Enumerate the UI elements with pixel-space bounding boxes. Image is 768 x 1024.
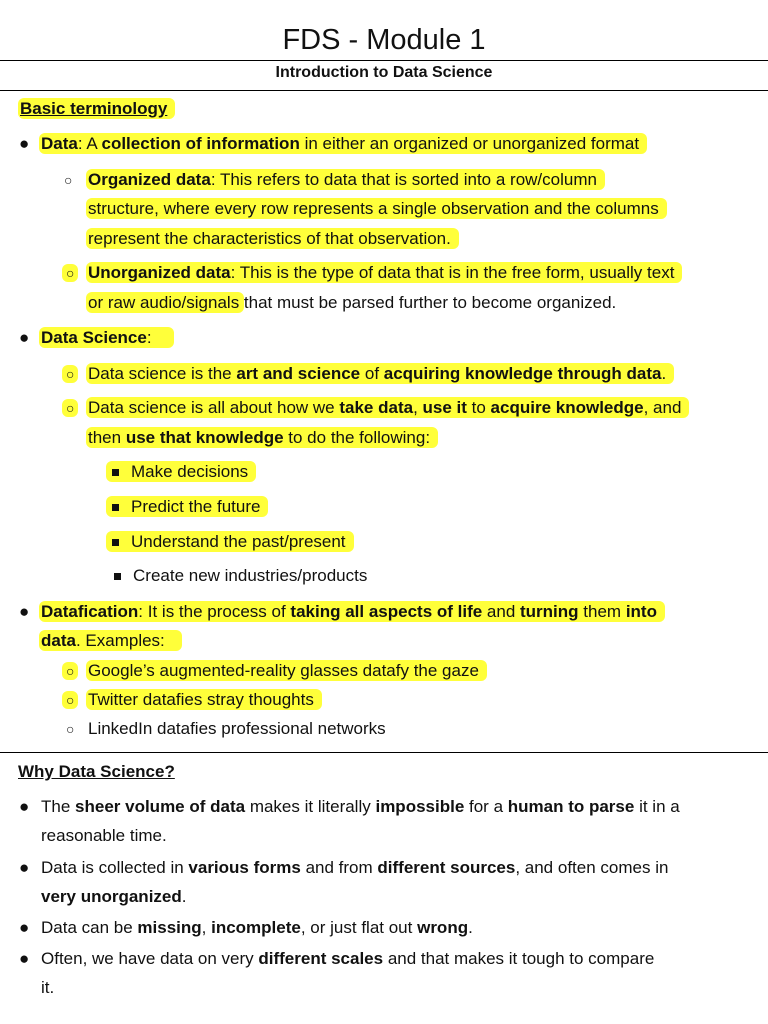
page-title: FDS - Module 1 xyxy=(282,24,486,56)
list-item-unorganized: Unorganized data: This is the type of data that is in the free form, usually text xyxy=(86,262,682,284)
bullet-icon: ● xyxy=(19,858,30,877)
list-item-datafication: Datafication: It is the process of taking all aspects of life and turning them into xyxy=(39,601,665,623)
bullet-icon: ● xyxy=(19,602,30,621)
list-item: Make decisions xyxy=(106,461,256,483)
list-item: Predict the future xyxy=(106,496,268,518)
list-item-cont: very unorganized. xyxy=(41,887,187,906)
list-item-cont: reasonable time. xyxy=(41,826,167,845)
list-item-ds-1: Data science is the art and science of acquiring knowledge through data. xyxy=(86,363,674,385)
square-bullet-icon xyxy=(112,539,119,546)
circle-bullet-icon: ○ xyxy=(62,397,78,419)
list-item: Often, we have data on very different scales and that makes it tough to compare xyxy=(41,949,655,968)
square-bullet-icon xyxy=(114,573,121,580)
circle-bullet-icon: ○ xyxy=(66,721,75,737)
list-item-data-science: Data Science: xyxy=(39,327,174,349)
bullet-icon: ● xyxy=(19,797,30,816)
list-item: The sheer volume of data makes it literally impossible for a human to parse it in a xyxy=(41,797,680,816)
list-item: Data is collected in various forms and from different sources, and often comes in xyxy=(41,858,669,877)
section-heading-basic: Basic terminology xyxy=(18,98,175,120)
list-item-organized-cont: represent the characteristics of that observation. xyxy=(86,228,459,250)
circle-bullet-icon: ○ xyxy=(62,363,78,385)
circle-bullet-icon: ○ xyxy=(62,262,78,284)
list-item: Data can be missing, incomplete, or just flat out wrong. xyxy=(41,918,473,937)
list-item-example: LinkedIn datafies professional networks xyxy=(88,719,386,738)
divider xyxy=(0,60,768,61)
bullet-icon: ● xyxy=(19,328,30,347)
bullet-icon: ● xyxy=(19,918,30,937)
list-item-organized-cont: structure, where every row represents a single observation and the columns xyxy=(86,198,667,220)
bullet-icon: ● xyxy=(19,949,30,968)
divider xyxy=(0,752,768,753)
section-heading-why: Why Data Science? xyxy=(18,762,175,781)
circle-bullet-icon: ○ xyxy=(62,689,78,711)
list-item-example: Google’s augmented-reality glasses datafy the gaze xyxy=(86,660,487,682)
list-item: Create new industries/products xyxy=(108,565,367,587)
circle-bullet-icon: ○ xyxy=(64,172,73,188)
page-subtitle: Introduction to Data Science xyxy=(275,64,493,81)
list-item: Understand the past/present xyxy=(106,531,354,553)
list-item-unorganized-cont: or raw audio/signals that must be parsed further to become organized. xyxy=(88,293,617,312)
list-item-data: Data: A collection of information in either an organized or unorganized format xyxy=(39,133,647,155)
list-item-ds-2: Data science is all about how we take data, use it to acquire knowledge, and xyxy=(86,397,689,419)
list-item-ds-2-cont: then use that knowledge to do the following: xyxy=(86,427,438,449)
list-item-organized: Organized data: This refers to data that is sorted into a row/column xyxy=(86,169,605,191)
square-bullet-icon xyxy=(112,469,119,476)
circle-bullet-icon: ○ xyxy=(62,660,78,682)
list-item-example: Twitter datafies stray thoughts xyxy=(86,689,322,711)
divider xyxy=(0,90,768,91)
square-bullet-icon xyxy=(112,504,119,511)
list-item-cont: it. xyxy=(41,978,55,997)
list-item-datafication-cont: data. Examples: xyxy=(39,630,182,652)
bullet-icon: ● xyxy=(19,134,30,153)
